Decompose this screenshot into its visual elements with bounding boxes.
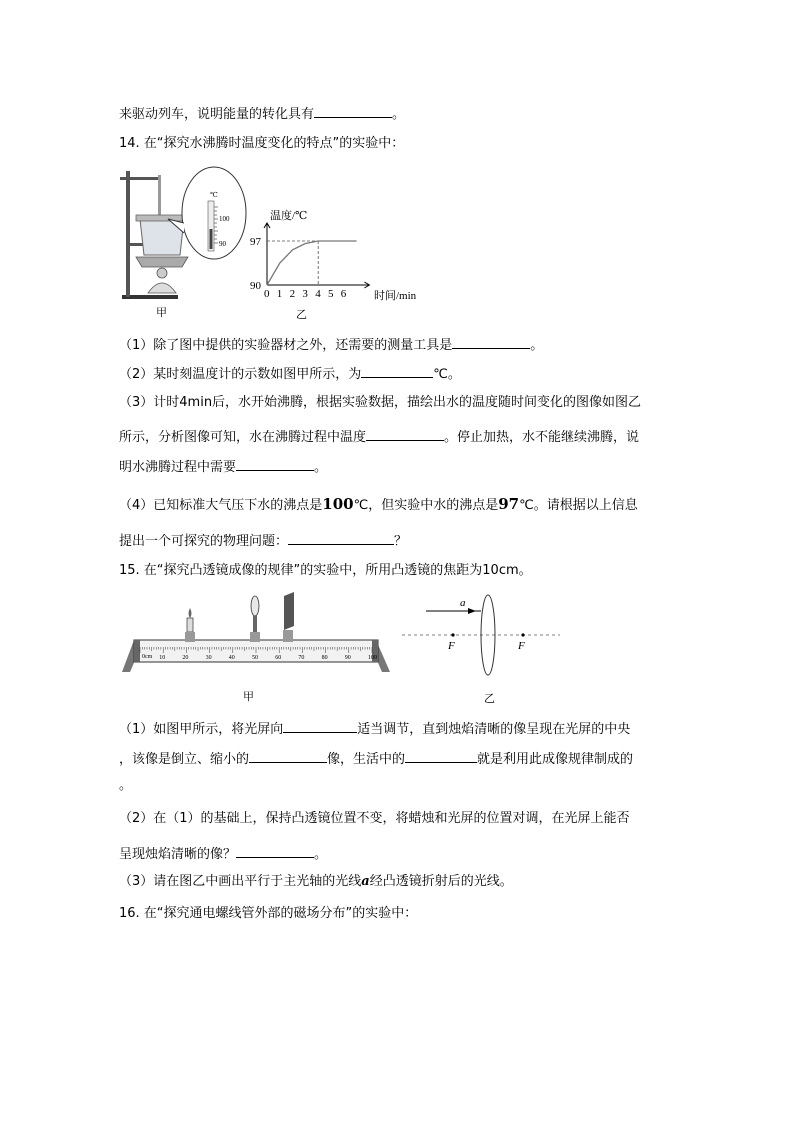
graph-x-tick-5: 5 — [328, 288, 334, 300]
thermo-100-label: 100 — [219, 215, 230, 223]
focus-label-right: F — [518, 640, 525, 652]
ruler-label-60: 60 — [275, 655, 282, 661]
flame — [157, 268, 167, 278]
alcohol-lamp — [148, 283, 176, 293]
ruler-label-50: 50 — [252, 655, 258, 661]
graph-x-tick-2: 2 — [289, 288, 296, 300]
wire-gauze — [136, 257, 188, 267]
ray-arrow-icon — [468, 608, 476, 614]
question-14-title: 14. 在“探究水沸腾时温度变化的特点”的实验中： — [119, 136, 405, 151]
answer-blank[interactable] — [288, 530, 394, 545]
text-line-intro: 来驱动列车，说明能量的转化具有 。 — [119, 103, 405, 124]
graph-x-tick-6: 6 — [340, 288, 347, 300]
stand-base — [122, 295, 178, 299]
ruler-label-20: 20 — [182, 655, 189, 661]
thermo-unit-label: ℃ — [210, 191, 218, 199]
light-screen — [283, 592, 294, 642]
graph-x-tick-4: 4 — [315, 288, 321, 300]
boiling-apparatus-figure — [118, 163, 248, 303]
thermo-90-label: 90 — [219, 240, 226, 248]
stand-pole — [126, 171, 130, 297]
ruler-label-80: 80 — [321, 655, 328, 661]
question-14-2: （2）某时刻温度计的示数如图甲所示，为 ℃。 — [119, 363, 461, 384]
graph-x-tick-0: 0 — [264, 288, 270, 300]
graph-y-axis-label: 温度/℃ — [270, 210, 308, 222]
graph-x-tick-3: 3 — [302, 288, 308, 300]
ruler-label-40: 40 — [228, 655, 235, 661]
thermometer-liquid — [210, 229, 213, 249]
figure-caption-yi: 乙 — [484, 692, 495, 705]
ruler-label-30: 30 — [205, 655, 212, 661]
answer-blank[interactable] — [283, 718, 357, 733]
temperature-curve — [267, 241, 357, 285]
temperature-time-graph — [248, 205, 433, 307]
ruler-label-100: 100 — [368, 655, 377, 661]
figure-caption-jia: 甲 — [156, 306, 167, 319]
question-16-title: 16. 在“探究通电螺线管外部的磁场分布”的实验中： — [119, 906, 418, 921]
answer-blank[interactable] — [452, 334, 530, 349]
ruler-label-90: 90 — [344, 655, 351, 661]
question-15-3: （3）请在图乙中画出平行于主光轴的光线a经凸透镜折射后的光线。 — [119, 874, 513, 889]
question-15-title: 15. 在“探究凸透镜成像的规律”的实验中，所用凸透镜的焦距为10cm。 — [119, 563, 532, 578]
beaker-lid — [136, 215, 188, 221]
question-15-1a: （1）如图甲所示，将光屏向 适当调节，直到烛焰清晰的像呈现在光屏的中央 — [119, 718, 630, 739]
candle — [185, 608, 195, 642]
graph-x-axis-label: 时间/min — [374, 290, 417, 302]
question-14-4a: （4）已知标准大气压下水的沸点是100℃，但实验中水的沸点是97℃。请根据以上信息 — [119, 495, 638, 513]
question-14-3a: （3）计时4min后，水开始沸腾，根据实验数据，描绘出水的温度随时间变化的图像如图乙 — [119, 395, 642, 410]
question-14-3b: 所示，分析图像可知，水在沸腾过程中温度 。停止加热，水不能继续沸腾，说 — [119, 426, 639, 447]
question-15-2b: 呈现烛焰清晰的像？ 。 — [119, 843, 327, 864]
ray-label-a: a — [460, 597, 466, 609]
question-15-1b: ，该像是倒立、缩小的 像，生活中的 就是利用此成像规律制成的 — [119, 748, 633, 769]
answer-blank[interactable] — [361, 363, 433, 378]
answer-blank[interactable] — [236, 843, 314, 858]
answer-blank[interactable] — [366, 426, 444, 441]
figure-caption-jia: 甲 — [243, 690, 254, 703]
focus-label-left: F — [448, 640, 455, 652]
convex-lens — [250, 596, 260, 642]
graph-y-tick-90: 90 — [250, 280, 261, 292]
ruler-label-70: 70 — [298, 655, 305, 661]
optical-bench-figure — [120, 590, 395, 680]
answer-blank[interactable] — [249, 748, 327, 763]
stand-clamp-arm — [120, 177, 160, 180]
graph-x-tick-1: 1 — [276, 288, 283, 300]
figure-caption-yi: 乙 — [296, 308, 307, 321]
ruler-label-10: 10 — [159, 655, 166, 661]
focus-point-left — [451, 633, 454, 636]
question-14-3c: 明水沸腾过程中需要 。 — [119, 456, 327, 477]
ruler-unit-label: 0cm — [142, 654, 153, 660]
lens-ray-diagram — [400, 592, 565, 684]
answer-blank[interactable] — [405, 748, 477, 763]
focus-point-right — [521, 633, 524, 636]
question-14-1: （1）除了图中提供的实验器材之外，还需要的测量工具是 。 — [119, 334, 543, 355]
answer-blank[interactable] — [314, 103, 392, 118]
graph-y-tick-97: 97 — [250, 236, 261, 248]
question-15-1c: 。 — [119, 778, 133, 793]
question-15-2a: （2）在（1）的基础上，保持凸透镜位置不变，将蜡烛和光屏的位置对调，在光屏上能否 — [119, 811, 630, 826]
rail-end-left — [134, 640, 140, 662]
question-14-4b: 提出一个可探究的物理问题： ？ — [119, 530, 407, 551]
answer-blank[interactable] — [236, 456, 314, 471]
